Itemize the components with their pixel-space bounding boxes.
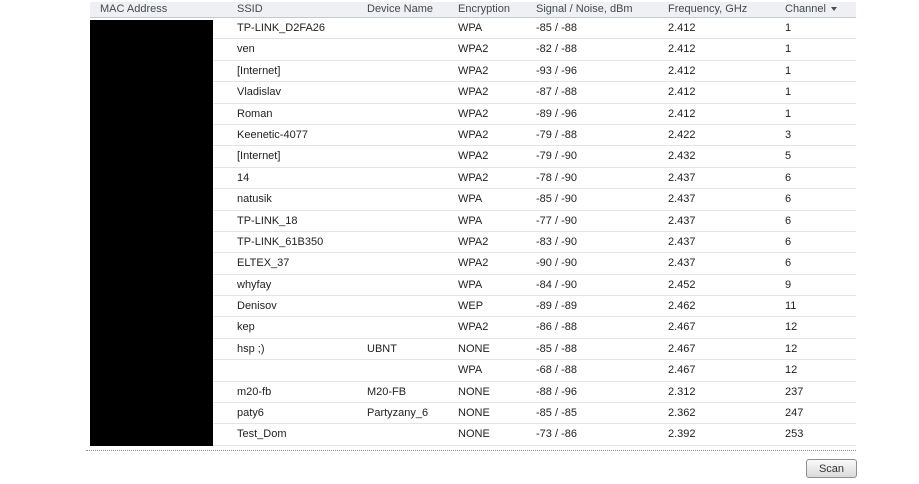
cell-ssid: paty6: [237, 407, 264, 420]
cell-signal-noise: -79 / -90: [536, 150, 577, 163]
cell-frequency: 2.437: [668, 214, 696, 227]
column-header-mac-address[interactable]: MAC Address: [100, 3, 168, 15]
cell-ssid: m20-fb: [237, 385, 272, 398]
cell-encryption: WPA2: [458, 128, 489, 141]
cell-device-name: [357, 296, 448, 316]
cell-ssid: [227, 360, 357, 380]
cell-channel: 253: [785, 428, 804, 441]
column-header-channel[interactable]: [775, 2, 856, 17]
column-header-channel-label: Channel: [785, 3, 826, 15]
cell-device-name: [357, 189, 448, 209]
cell-ssid: hsp ;): [237, 342, 265, 355]
cell-signal-noise: -84 / -90: [536, 278, 577, 291]
cell-ssid: ELTEX_37: [237, 257, 290, 270]
cell-encryption: WPA: [458, 214, 483, 227]
cell-encryption: WPA: [458, 22, 483, 34]
cell-channel: 12: [785, 364, 798, 377]
cell-frequency: 2.437: [668, 257, 696, 270]
cell-device-name: UBNT: [367, 342, 397, 355]
cell-ssid: 14: [237, 171, 250, 184]
cell-device-name: [357, 211, 448, 231]
cell-encryption: WPA: [458, 193, 483, 206]
cell-encryption: WPA2: [458, 321, 489, 334]
cell-encryption: WPA2: [458, 257, 489, 270]
cell-device-name: [357, 18, 448, 38]
cell-encryption: WPA: [458, 278, 483, 291]
cell-encryption: WPA2: [458, 235, 489, 248]
cell-channel: 237: [785, 385, 804, 398]
cell-channel: 12: [785, 342, 798, 355]
cell-frequency: 2.412: [668, 86, 696, 99]
cell-device-name: [357, 253, 448, 273]
cell-channel: 6: [785, 257, 792, 270]
cell-ssid: TP-LINK_18: [237, 214, 298, 227]
cell-device-name: [357, 82, 448, 102]
cell-device-name: [357, 317, 448, 337]
cell-encryption: WPA2: [458, 43, 489, 56]
cell-device-name: [357, 61, 448, 81]
cell-frequency: 2.412: [668, 64, 696, 77]
cell-signal-noise: -88 / -96: [536, 385, 577, 398]
cell-signal-noise: -90 / -90: [536, 257, 577, 270]
cell-channel: 1: [785, 107, 792, 120]
cell-signal-noise: -89 / -89: [536, 300, 577, 313]
cell-device-name: [357, 146, 448, 166]
cell-ssid: [Internet]: [237, 150, 281, 163]
cell-ssid: TP-LINK_D2FA26: [237, 22, 326, 34]
scan-button[interactable]: Scan: [806, 459, 857, 478]
cell-channel: 247: [785, 407, 804, 420]
cell-signal-noise: -93 / -96: [536, 64, 577, 77]
cell-device-name: [357, 275, 448, 295]
channel-sort-icon: [831, 7, 837, 11]
column-header-frequency[interactable]: Frequency, GHz: [668, 3, 748, 15]
cell-signal-noise: -89 / -96: [536, 107, 577, 120]
cell-device-name: [357, 232, 448, 252]
cell-encryption: WPA2: [458, 64, 489, 77]
cell-frequency: 2.462: [668, 300, 696, 313]
cell-signal-noise: -86 / -88: [536, 321, 577, 334]
cell-frequency: 2.437: [668, 235, 696, 248]
dotted-separator: [86, 450, 856, 451]
cell-ssid: Keenetic-4077: [237, 128, 308, 141]
cell-ssid: TP-LINK_61B350: [237, 235, 324, 248]
cell-channel: 3: [785, 128, 792, 141]
cell-signal-noise: -85 / -88: [536, 342, 577, 355]
cell-frequency: 2.412: [668, 43, 696, 56]
cell-device-name: M20-FB: [367, 385, 407, 398]
cell-ssid: whyfay: [237, 278, 272, 291]
cell-signal-noise: -73 / -86: [536, 428, 577, 441]
column-header-ssid[interactable]: SSID: [237, 3, 263, 15]
cell-channel: 12: [785, 321, 798, 334]
cell-ssid: Vladislav: [237, 86, 282, 99]
cell-encryption: WPA2: [458, 86, 489, 99]
cell-signal-noise: -87 / -88: [536, 86, 577, 99]
cell-channel: 9: [785, 278, 792, 291]
cell-frequency: 2.437: [668, 193, 696, 206]
cell-signal-noise: -83 / -90: [536, 235, 577, 248]
cell-ssid: Test_Dom: [237, 428, 287, 441]
cell-encryption: WPA2: [458, 150, 489, 163]
cell-frequency: 2.392: [668, 428, 696, 441]
cell-channel: 11: [785, 300, 797, 313]
cell-encryption: NONE: [458, 385, 490, 398]
table-header-row: [90, 2, 856, 18]
cell-signal-noise: -78 / -90: [536, 171, 577, 184]
cell-device-name: [357, 39, 448, 59]
cell-channel: 5: [785, 150, 792, 163]
cell-encryption: WPA2: [458, 171, 489, 184]
cell-channel: 1: [785, 22, 792, 34]
cell-ssid: natusik: [237, 193, 272, 206]
cell-signal-noise: -85 / -85: [536, 407, 577, 420]
cell-channel: 1: [785, 64, 792, 77]
cell-channel: 6: [785, 235, 792, 248]
cell-frequency: 2.412: [668, 107, 696, 120]
cell-signal-noise: -85 / -90: [536, 193, 577, 206]
cell-frequency: 2.432: [668, 150, 696, 163]
cell-encryption: NONE: [458, 407, 490, 420]
cell-ssid: [Internet]: [237, 64, 281, 77]
cell-frequency: 2.312: [668, 385, 696, 398]
cell-ssid: kep: [237, 321, 255, 334]
cell-encryption: WPA: [458, 364, 483, 377]
cell-ssid: Roman: [237, 107, 273, 120]
cell-device-name: [357, 424, 448, 444]
cell-channel: 6: [785, 171, 792, 184]
cell-device-name: [357, 168, 448, 188]
cell-ssid: Denisov: [237, 300, 277, 313]
cell-device-name: [357, 125, 448, 145]
cell-frequency: 2.452: [668, 278, 696, 291]
cell-ssid: ven: [237, 43, 255, 56]
cell-device-name: [357, 104, 448, 124]
cell-frequency: 2.467: [668, 342, 696, 355]
column-header-encryption[interactable]: Encryption: [458, 3, 510, 15]
cell-frequency: 2.437: [668, 171, 696, 184]
cell-encryption: NONE: [458, 428, 490, 441]
cell-channel: 1: [785, 86, 792, 99]
column-header-device-name[interactable]: Device Name: [367, 3, 434, 15]
cell-frequency: 2.362: [668, 407, 696, 420]
cell-channel: 6: [785, 214, 792, 227]
cell-signal-noise: -85 / -88: [536, 22, 577, 34]
cell-channel: 1: [785, 43, 792, 56]
cell-frequency: 2.467: [668, 364, 696, 377]
cell-encryption: NONE: [458, 342, 490, 355]
cell-frequency: 2.467: [668, 321, 696, 334]
cell-signal-noise: -77 / -90: [536, 214, 577, 227]
cell-encryption: WEP: [458, 300, 484, 313]
cell-signal-noise: -68 / -88: [536, 364, 577, 377]
cell-channel: 6: [785, 193, 792, 206]
cell-frequency: 2.422: [668, 128, 696, 141]
cell-encryption: WPA2: [458, 107, 489, 120]
cell-signal-noise: -82 / -88: [536, 43, 577, 56]
cell-device-name: [357, 360, 448, 380]
cell-device-name: Partyzany_6: [367, 407, 429, 420]
cell-frequency: 2.412: [668, 22, 696, 34]
cell-signal-noise: -79 / -88: [536, 128, 577, 141]
mac-address-redaction-overlay: [90, 20, 213, 446]
column-header-signal-noise[interactable]: Signal / Noise, dBm: [536, 3, 633, 15]
